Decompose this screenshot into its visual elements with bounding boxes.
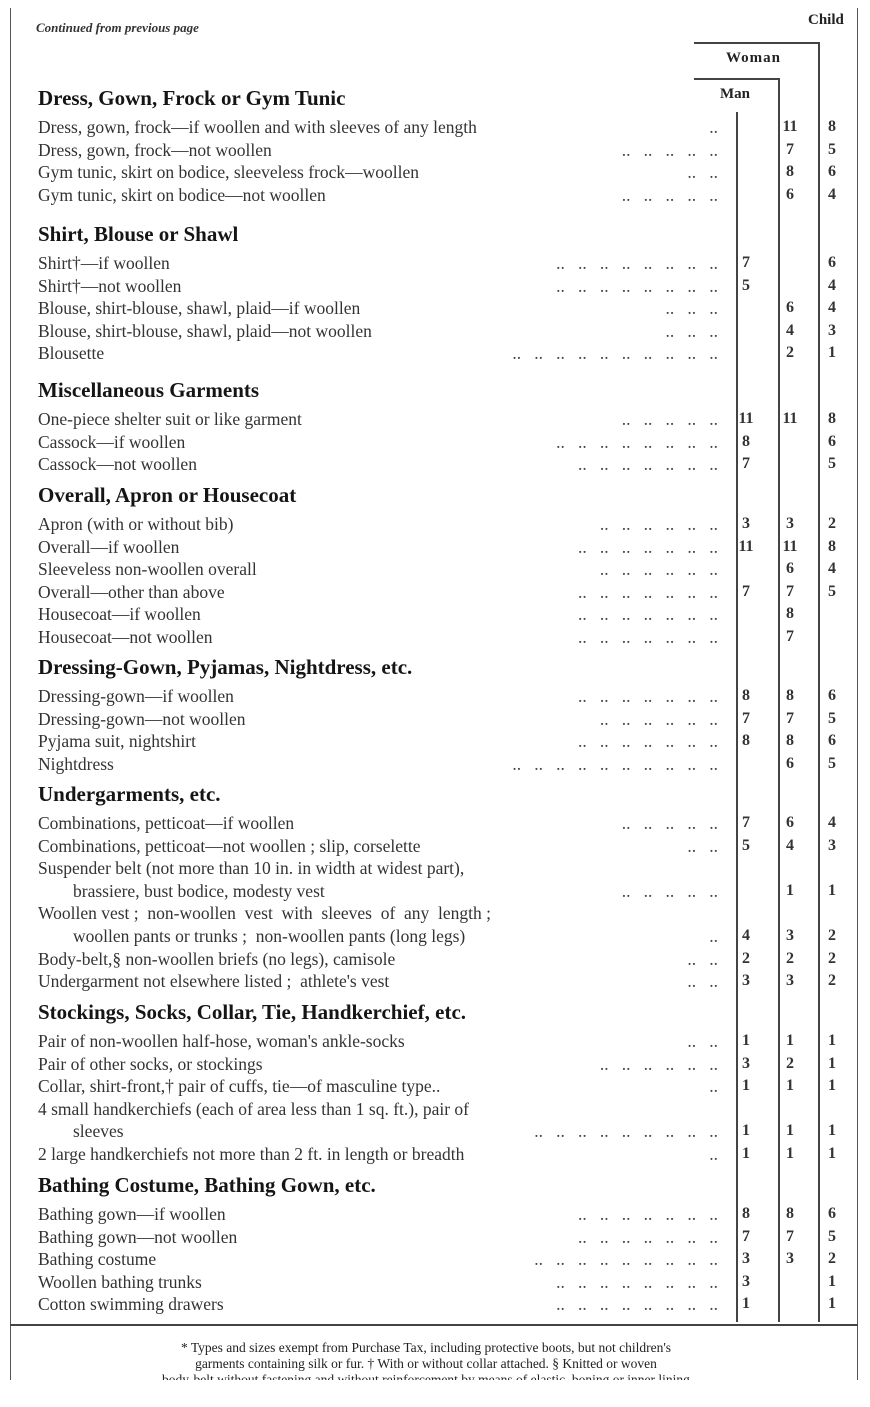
row-label: Woollen vest ; non-woollen vest with sleeves of any length ; bbox=[38, 903, 492, 924]
row-label: Pair of other socks, or stockings bbox=[38, 1053, 263, 1074]
value-man: 3 bbox=[742, 515, 750, 532]
value-child: 8 bbox=[828, 118, 836, 135]
row-label: Shirt†—not woollen bbox=[38, 275, 182, 296]
section-heading: Shirt, Blouse or Shawl bbox=[38, 222, 239, 246]
row-label: Bathing gown—if woollen bbox=[38, 1204, 226, 1224]
leader-dots: .. .. .. .. .. bbox=[621, 139, 718, 160]
row-label: Body-belt,§ non-woollen briefs (no legs), camisole bbox=[38, 948, 396, 969]
value-man: 8 bbox=[742, 732, 750, 750]
row-label: Gym tunic, skirt on bodice, sleeveless frock—woollen bbox=[38, 162, 420, 183]
row-label: Apron (with or without bib) bbox=[38, 514, 234, 534]
value-child: 4 bbox=[828, 814, 836, 831]
value-man: 7 bbox=[742, 709, 750, 727]
leader-dots: .. bbox=[709, 926, 718, 946]
value-child: 1 bbox=[828, 1272, 836, 1290]
value-man: 5 bbox=[742, 836, 750, 854]
value-child: 3 bbox=[828, 321, 836, 339]
leader-dots: .. .. .. .. .. .. .. bbox=[578, 604, 718, 625]
row-label: woollen pants or trunks ; non-woollen pants (long legs) bbox=[38, 926, 466, 946]
value-child: 2 bbox=[828, 949, 836, 967]
column-header-woman: Woman bbox=[726, 50, 782, 66]
value-woman: 1 bbox=[786, 1122, 794, 1140]
leader-dots: .. .. .. .. .. .. .. .. bbox=[556, 431, 718, 452]
table-row bbox=[38, 116, 718, 138]
table-row bbox=[38, 1226, 718, 1248]
value-woman: 3 bbox=[786, 1250, 794, 1268]
page-clip bbox=[0, 1380, 870, 1407]
value-man: 1 bbox=[742, 1077, 750, 1095]
value-woman: 7 bbox=[786, 709, 794, 727]
row-label: Undergarment not elsewhere listed ; athlete's vest bbox=[38, 971, 390, 992]
value-woman: 4 bbox=[786, 836, 794, 854]
table-row bbox=[38, 857, 718, 879]
section-heading: Dress, Gown, Frock or Gym Tunic bbox=[38, 86, 346, 110]
value-child: 3 bbox=[828, 836, 836, 854]
table-row bbox=[38, 558, 718, 580]
value-child: 1 bbox=[828, 1295, 836, 1313]
row-label: Pyjama suit, nightshirt bbox=[38, 731, 196, 752]
leader-dots: .. .. .. .. .. .. .. .. .. bbox=[534, 1121, 718, 1142]
value-child: 8 bbox=[828, 410, 836, 427]
table-row bbox=[38, 431, 718, 453]
row-label: Housecoat—not woollen bbox=[38, 627, 213, 647]
value-child: 5 bbox=[828, 1227, 836, 1245]
value-woman: 6 bbox=[786, 299, 794, 317]
table-row bbox=[38, 730, 718, 752]
row-label: Bathing costume bbox=[38, 1249, 157, 1270]
row-label: sleeves bbox=[38, 1121, 124, 1142]
row-label: Dressing-gown—not woollen bbox=[38, 708, 246, 729]
leader-dots: .. .. .. .. .. .. bbox=[599, 559, 718, 580]
table-row bbox=[38, 925, 718, 947]
value-child: 1 bbox=[828, 1145, 836, 1162]
row-label: Dress, gown, frock—if woollen and with sleeves of any length bbox=[38, 117, 477, 137]
table-row bbox=[38, 252, 718, 274]
value-child: 2 bbox=[828, 972, 836, 990]
leader-dots: .. .. .. .. .. bbox=[621, 409, 718, 429]
table-row bbox=[38, 835, 718, 857]
table-row bbox=[38, 1120, 718, 1142]
value-man: 8 bbox=[742, 432, 750, 450]
value-woman: 2 bbox=[786, 949, 794, 967]
value-child: 6 bbox=[828, 432, 836, 450]
table-row bbox=[38, 342, 718, 364]
value-child: 1 bbox=[828, 1122, 836, 1140]
leader-dots: .. bbox=[709, 1144, 718, 1164]
value-woman: 7 bbox=[786, 582, 794, 600]
value-child: 6 bbox=[828, 1205, 836, 1222]
leader-dots: .. .. .. .. .. .. .. .. .. bbox=[534, 1249, 718, 1270]
leader-dots: .. .. .. .. .. .. .. .. .. .. bbox=[512, 343, 718, 364]
table-row bbox=[38, 902, 718, 924]
value-child: 4 bbox=[828, 185, 836, 203]
value-woman: 2 bbox=[786, 344, 794, 362]
value-child: 5 bbox=[828, 754, 836, 772]
table-row bbox=[38, 297, 718, 319]
row-label: Collar, shirt-front,† pair of cuffs, tie—of masculine type.. bbox=[38, 1076, 441, 1097]
value-woman: 6 bbox=[786, 814, 794, 831]
table-row bbox=[38, 1203, 718, 1225]
value-woman: 3 bbox=[786, 972, 794, 990]
section-heading: Stockings, Socks, Collar, Tie, Handkerchief, etc. bbox=[38, 1000, 467, 1024]
footnote-line-2: garments containing silk or fur. † With or without collar attached. § Knitted or woven bbox=[195, 1356, 657, 1371]
footnote-line-1: * Types and sizes exempt from Purchase Tax, including protective boots, but not children's bbox=[180, 1340, 672, 1355]
section-heading: Undergarments, etc. bbox=[38, 782, 221, 806]
leader-dots: .. .. .. .. .. .. .. bbox=[578, 1204, 718, 1224]
value-woman: 11 bbox=[782, 537, 798, 555]
table-row bbox=[38, 1053, 718, 1075]
leader-dots: .. .. .. .. .. .. .. .. bbox=[556, 1271, 718, 1292]
leader-dots: .. .. .. .. .. .. .. bbox=[578, 731, 718, 752]
value-woman: 1 bbox=[786, 1145, 794, 1162]
value-man: 3 bbox=[742, 1272, 750, 1290]
value-child: 2 bbox=[828, 515, 836, 532]
leader-dots: .. bbox=[709, 1076, 718, 1097]
value-child: 6 bbox=[828, 687, 836, 704]
value-child: 1 bbox=[828, 881, 836, 899]
value-man: 2 bbox=[742, 949, 750, 967]
section-heading: Miscellaneous Garments bbox=[38, 378, 260, 402]
table-row bbox=[38, 139, 718, 161]
leader-dots: .. .. .. .. .. .. .. .. .. .. bbox=[512, 753, 718, 774]
section-heading: Overall, Apron or Housecoat bbox=[38, 483, 297, 507]
value-man: 5 bbox=[742, 276, 750, 294]
table-row bbox=[38, 275, 718, 297]
leader-dots: .. .. .. .. .. bbox=[621, 184, 718, 205]
value-man: 3 bbox=[742, 1250, 750, 1268]
value-man: 11 bbox=[738, 537, 754, 555]
value-man: 4 bbox=[742, 927, 750, 944]
value-child: 2 bbox=[828, 1250, 836, 1268]
table-row bbox=[38, 1098, 718, 1120]
leader-dots: .. .. .. bbox=[665, 298, 718, 319]
value-woman: 7 bbox=[786, 1227, 794, 1245]
value-woman: 2 bbox=[786, 1054, 794, 1072]
value-woman: 11 bbox=[782, 410, 798, 427]
value-man: 1 bbox=[742, 1295, 750, 1313]
table-row bbox=[38, 970, 718, 992]
leader-dots: .. .. bbox=[687, 1031, 718, 1051]
table-row bbox=[38, 1248, 718, 1270]
row-label: Sleeveless non-woollen overall bbox=[38, 559, 257, 580]
leader-dots: .. .. bbox=[687, 162, 718, 183]
row-label: Nightdress bbox=[38, 753, 114, 774]
value-woman: 8 bbox=[786, 605, 794, 623]
section-heading: Dressing-Gown, Pyjamas, Nightdress, etc. bbox=[38, 655, 413, 679]
table-row bbox=[38, 603, 718, 625]
value-child: 4 bbox=[828, 299, 836, 317]
leader-dots: .. .. .. .. .. bbox=[621, 880, 718, 901]
value-man: 8 bbox=[742, 1205, 750, 1222]
row-label: 2 large handkerchiefs not more than 2 ft. in length or breadth bbox=[38, 1144, 465, 1164]
row-label: Combinations, petticoat—if woollen bbox=[38, 813, 295, 833]
row-label: Shirt†—if woollen bbox=[38, 253, 170, 273]
value-man: 8 bbox=[742, 687, 750, 704]
table-row bbox=[38, 1143, 718, 1165]
value-woman: 3 bbox=[786, 927, 794, 944]
value-man: 7 bbox=[742, 582, 750, 600]
value-child: 1 bbox=[828, 1054, 836, 1072]
table-row bbox=[38, 753, 718, 775]
row-label: brassiere, bust bodice, modesty vest bbox=[38, 880, 325, 901]
value-man: 7 bbox=[742, 455, 750, 473]
leader-dots: .. .. .. .. .. .. .. bbox=[578, 581, 718, 602]
row-label: Woollen bathing trunks bbox=[38, 1271, 202, 1292]
value-man: 1 bbox=[742, 1145, 750, 1162]
leader-dots: .. .. .. .. .. .. .. bbox=[578, 627, 718, 647]
table-row bbox=[38, 1030, 718, 1052]
row-label: Cotton swimming drawers bbox=[38, 1294, 224, 1315]
value-man: 1 bbox=[742, 1032, 750, 1049]
table-row bbox=[38, 513, 718, 535]
value-woman: 6 bbox=[786, 185, 794, 203]
value-woman: 11 bbox=[782, 118, 798, 135]
value-woman: 1 bbox=[786, 1032, 794, 1049]
column-header-man: Man bbox=[720, 86, 750, 102]
footer-separator bbox=[10, 1324, 858, 1326]
table-row bbox=[38, 320, 718, 342]
row-label: Cassock—if woollen bbox=[38, 431, 186, 452]
value-child: 5 bbox=[828, 140, 836, 158]
table-row bbox=[38, 536, 718, 558]
table-row bbox=[38, 408, 718, 430]
woman-bracket-line bbox=[694, 42, 820, 44]
leader-dots: .. .. .. .. .. .. bbox=[599, 514, 718, 534]
leader-dots: .. .. .. .. .. .. .. bbox=[578, 536, 718, 557]
leader-dots: .. .. .. .. .. .. .. bbox=[578, 454, 718, 475]
row-label: Suspender belt (not more than 10 in. in width at widest part), bbox=[38, 858, 465, 879]
value-child: 8 bbox=[828, 537, 836, 555]
leader-dots: .. bbox=[709, 117, 718, 137]
leader-dots: .. .. .. .. .. .. bbox=[599, 1053, 718, 1074]
value-woman: 6 bbox=[786, 754, 794, 772]
value-woman: 8 bbox=[786, 687, 794, 704]
value-child: 2 bbox=[828, 927, 836, 944]
value-woman: 7 bbox=[786, 140, 794, 158]
value-man: 7 bbox=[742, 1227, 750, 1245]
leader-dots: .. .. .. .. .. .. .. .. bbox=[556, 275, 718, 296]
table-row bbox=[38, 184, 718, 206]
table-row bbox=[38, 453, 718, 475]
table-row bbox=[38, 626, 718, 648]
leader-dots: .. .. bbox=[687, 971, 718, 992]
section-heading: Bathing Costume, Bathing Gown, etc. bbox=[38, 1173, 376, 1197]
leader-dots: .. .. .. .. .. bbox=[621, 813, 718, 833]
table-row bbox=[38, 708, 718, 730]
column-rule-child bbox=[818, 42, 820, 1322]
value-child: 1 bbox=[828, 344, 836, 362]
row-label: Pair of non-woollen half-hose, woman's ankle-socks bbox=[38, 1031, 405, 1051]
value-child: 5 bbox=[828, 709, 836, 727]
row-label: Blouse, shirt-blouse, shawl, plaid—not woollen bbox=[38, 320, 372, 341]
value-man: 1 bbox=[742, 1122, 750, 1140]
value-woman: 1 bbox=[786, 1077, 794, 1095]
value-child: 1 bbox=[828, 1077, 836, 1095]
man-bracket-line bbox=[694, 78, 780, 80]
row-label: Combinations, petticoat—not woollen ; slip, corselette bbox=[38, 835, 421, 856]
row-label: 4 small handkerchiefs (each of area less than 1 sq. ft.), pair of bbox=[38, 1098, 470, 1119]
table-row bbox=[38, 581, 718, 603]
leader-dots: .. .. .. .. .. .. bbox=[599, 708, 718, 729]
value-woman: 1 bbox=[786, 881, 794, 899]
table-row bbox=[38, 685, 718, 707]
leader-dots: .. .. .. .. .. .. .. bbox=[578, 1226, 718, 1247]
table-row bbox=[38, 161, 718, 183]
row-label: Dress, gown, frock—not woollen bbox=[38, 139, 272, 160]
table-row bbox=[38, 812, 718, 834]
row-label: Overall—if woollen bbox=[38, 536, 180, 557]
leader-dots: .. .. .. bbox=[665, 320, 718, 341]
table-row bbox=[38, 880, 718, 902]
continued-note: Continued from previous page bbox=[36, 20, 199, 35]
leader-dots: .. .. bbox=[687, 835, 718, 856]
value-woman: 3 bbox=[786, 515, 794, 532]
value-woman: 8 bbox=[786, 163, 794, 181]
value-child: 5 bbox=[828, 455, 836, 473]
value-woman: 6 bbox=[786, 560, 794, 578]
value-child: 6 bbox=[828, 732, 836, 750]
leader-dots: .. .. .. .. .. .. .. .. bbox=[556, 1294, 718, 1315]
leader-dots: .. .. .. .. .. .. .. .. bbox=[556, 253, 718, 273]
value-woman: 8 bbox=[786, 732, 794, 750]
table-row bbox=[38, 1293, 718, 1315]
row-label: Cassock—not woollen bbox=[38, 454, 197, 475]
value-child: 4 bbox=[828, 560, 836, 578]
leader-dots: .. .. .. .. .. .. .. bbox=[578, 686, 718, 706]
row-label: Housecoat—if woollen bbox=[38, 604, 201, 625]
row-label: Blouse, shirt-blouse, shawl, plaid—if woollen bbox=[38, 298, 361, 319]
table-row bbox=[38, 948, 718, 970]
value-child: 6 bbox=[828, 163, 836, 181]
value-man: 11 bbox=[738, 410, 754, 427]
value-child: 4 bbox=[828, 276, 836, 294]
value-child: 6 bbox=[828, 254, 836, 271]
row-label: Bathing gown—not woollen bbox=[38, 1226, 238, 1247]
row-label: Blousette bbox=[38, 343, 105, 364]
table-row bbox=[38, 1075, 718, 1097]
row-label: One-piece shelter suit or like garment bbox=[38, 409, 302, 429]
table-row bbox=[38, 1271, 718, 1293]
column-header-child: Child bbox=[808, 12, 844, 28]
value-woman: 4 bbox=[786, 321, 794, 339]
value-man: 7 bbox=[742, 254, 750, 271]
value-man: 3 bbox=[742, 972, 750, 990]
leader-dots: .. .. bbox=[687, 948, 718, 969]
row-label: Overall—other than above bbox=[38, 581, 225, 602]
value-man: 7 bbox=[742, 814, 750, 831]
value-child: 5 bbox=[828, 582, 836, 600]
value-child: 1 bbox=[828, 1032, 836, 1049]
value-woman: 8 bbox=[786, 1205, 794, 1222]
value-woman: 7 bbox=[786, 628, 794, 645]
value-man: 3 bbox=[742, 1054, 750, 1072]
row-label: Gym tunic, skirt on bodice—not woollen bbox=[38, 184, 326, 205]
row-label: Dressing-gown—if woollen bbox=[38, 686, 234, 706]
